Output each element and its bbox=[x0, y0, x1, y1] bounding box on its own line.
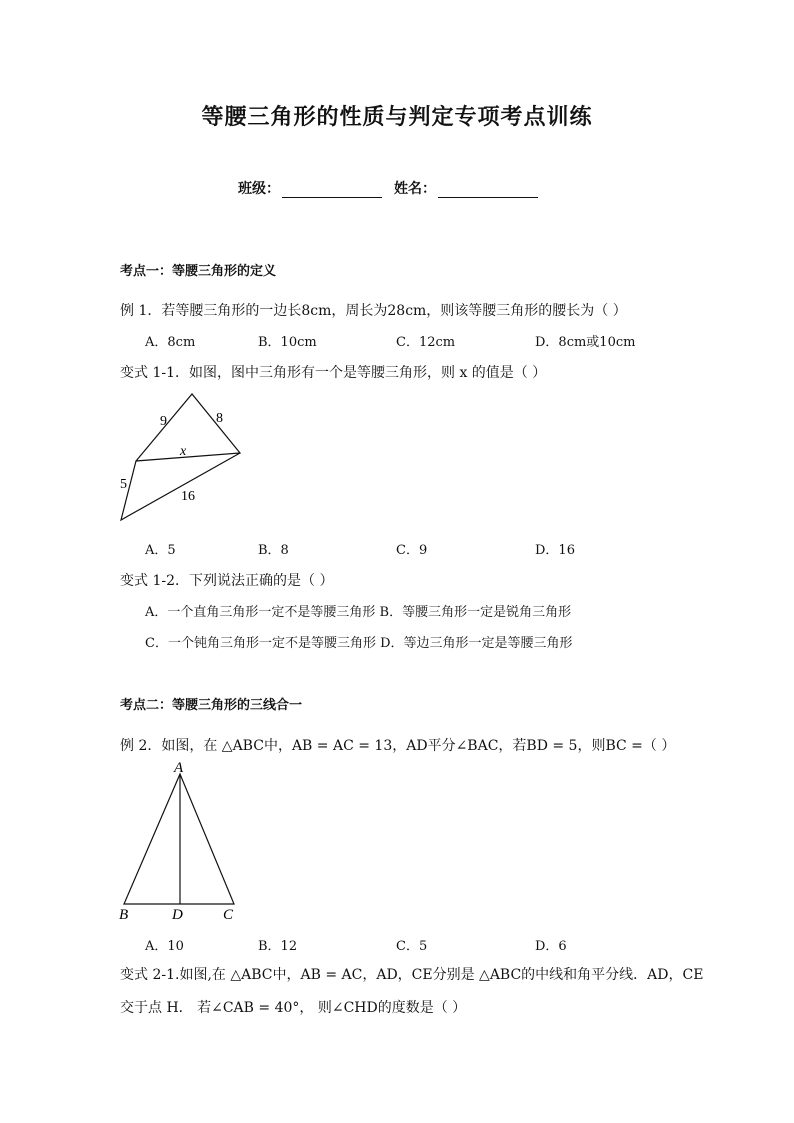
label-c: C bbox=[223, 907, 234, 923]
variant2-1-question-line1: 变式 2-1.如图,在 △ABC中，AB = AC，AD，CE分别是 △ABC的中线和角平分线．AD，CE bbox=[120, 967, 704, 983]
variant1-1-option-a: A．5 bbox=[145, 543, 176, 558]
variant2-1-question-line2: 交于点 H． 若∠CAB = 40°， 则∠CHD的度数是（ ） bbox=[120, 1000, 467, 1016]
class-field bbox=[238, 178, 382, 198]
variant1-1-option-c: C．9 bbox=[396, 543, 428, 558]
name-blank[interactable] bbox=[438, 183, 538, 198]
example2-option-a: A．10 bbox=[145, 939, 184, 954]
variant1-1-question: 变式 1-1．如图，图中三角形有一个是等腰三角形，则 x 的值是（ ） bbox=[120, 365, 547, 381]
label-d: D bbox=[172, 907, 183, 923]
example1-option-a: A．8cm bbox=[145, 335, 196, 350]
label-16: 16 bbox=[181, 489, 195, 504]
class-blank[interactable] bbox=[282, 183, 382, 198]
example1-option-b: B．10cm bbox=[258, 335, 317, 350]
name-label: 姓名： bbox=[394, 181, 436, 197]
example1-option-c: C．12cm bbox=[396, 335, 456, 350]
variant1-2-question: 变式 1-2．下列说法正确的是（ ） bbox=[120, 573, 334, 589]
variant1-2-options-cd: C．一个钝角三角形一定不是等腰三角形 D．等边三角形一定是等腰三角形 bbox=[145, 636, 573, 651]
label-a: A bbox=[174, 760, 184, 776]
section1-title: 考点一：等腰三角形的定义 bbox=[120, 264, 277, 279]
name-field bbox=[394, 178, 538, 198]
variant1-1-option-d: D．16 bbox=[535, 543, 575, 558]
class-label: 班级： bbox=[238, 181, 280, 197]
example2-option-c: C．5 bbox=[396, 939, 428, 954]
label-x: x bbox=[180, 444, 187, 459]
example2-figure bbox=[112, 758, 252, 924]
variant1-1-figure bbox=[112, 388, 252, 528]
label-b: B bbox=[119, 907, 129, 923]
example1-question: 例 1．若等腰三角形的一边长8cm，周长为28cm，则该等腰三角形的腰长为（ ） bbox=[120, 303, 627, 319]
example2-option-b: B．12 bbox=[258, 939, 298, 954]
label-5: 5 bbox=[120, 477, 127, 492]
label-8: 8 bbox=[216, 411, 223, 426]
example2-option-d: D．6 bbox=[535, 939, 567, 954]
example2-question: 例 2．如图，在 △ABC中，AB = AC = 13，AD平分∠BAC，若BD = 5，则BC =（ ） bbox=[120, 738, 676, 754]
variant1-1-option-b: B．8 bbox=[258, 543, 289, 558]
variant1-2-options-ab: A．一个直角三角形一定不是等腰三角形 B．等腰三角形一定是锐角三角形 bbox=[145, 605, 572, 620]
section2-title: 考点二：等腰三角形的三线合一 bbox=[120, 698, 303, 713]
triangle-abc bbox=[124, 774, 234, 904]
example1-option-d: D．8cm或10cm bbox=[535, 335, 636, 350]
label-9: 9 bbox=[160, 414, 167, 429]
page-title: 等腰三角形的性质与判定专项考点训练 bbox=[201, 104, 593, 130]
